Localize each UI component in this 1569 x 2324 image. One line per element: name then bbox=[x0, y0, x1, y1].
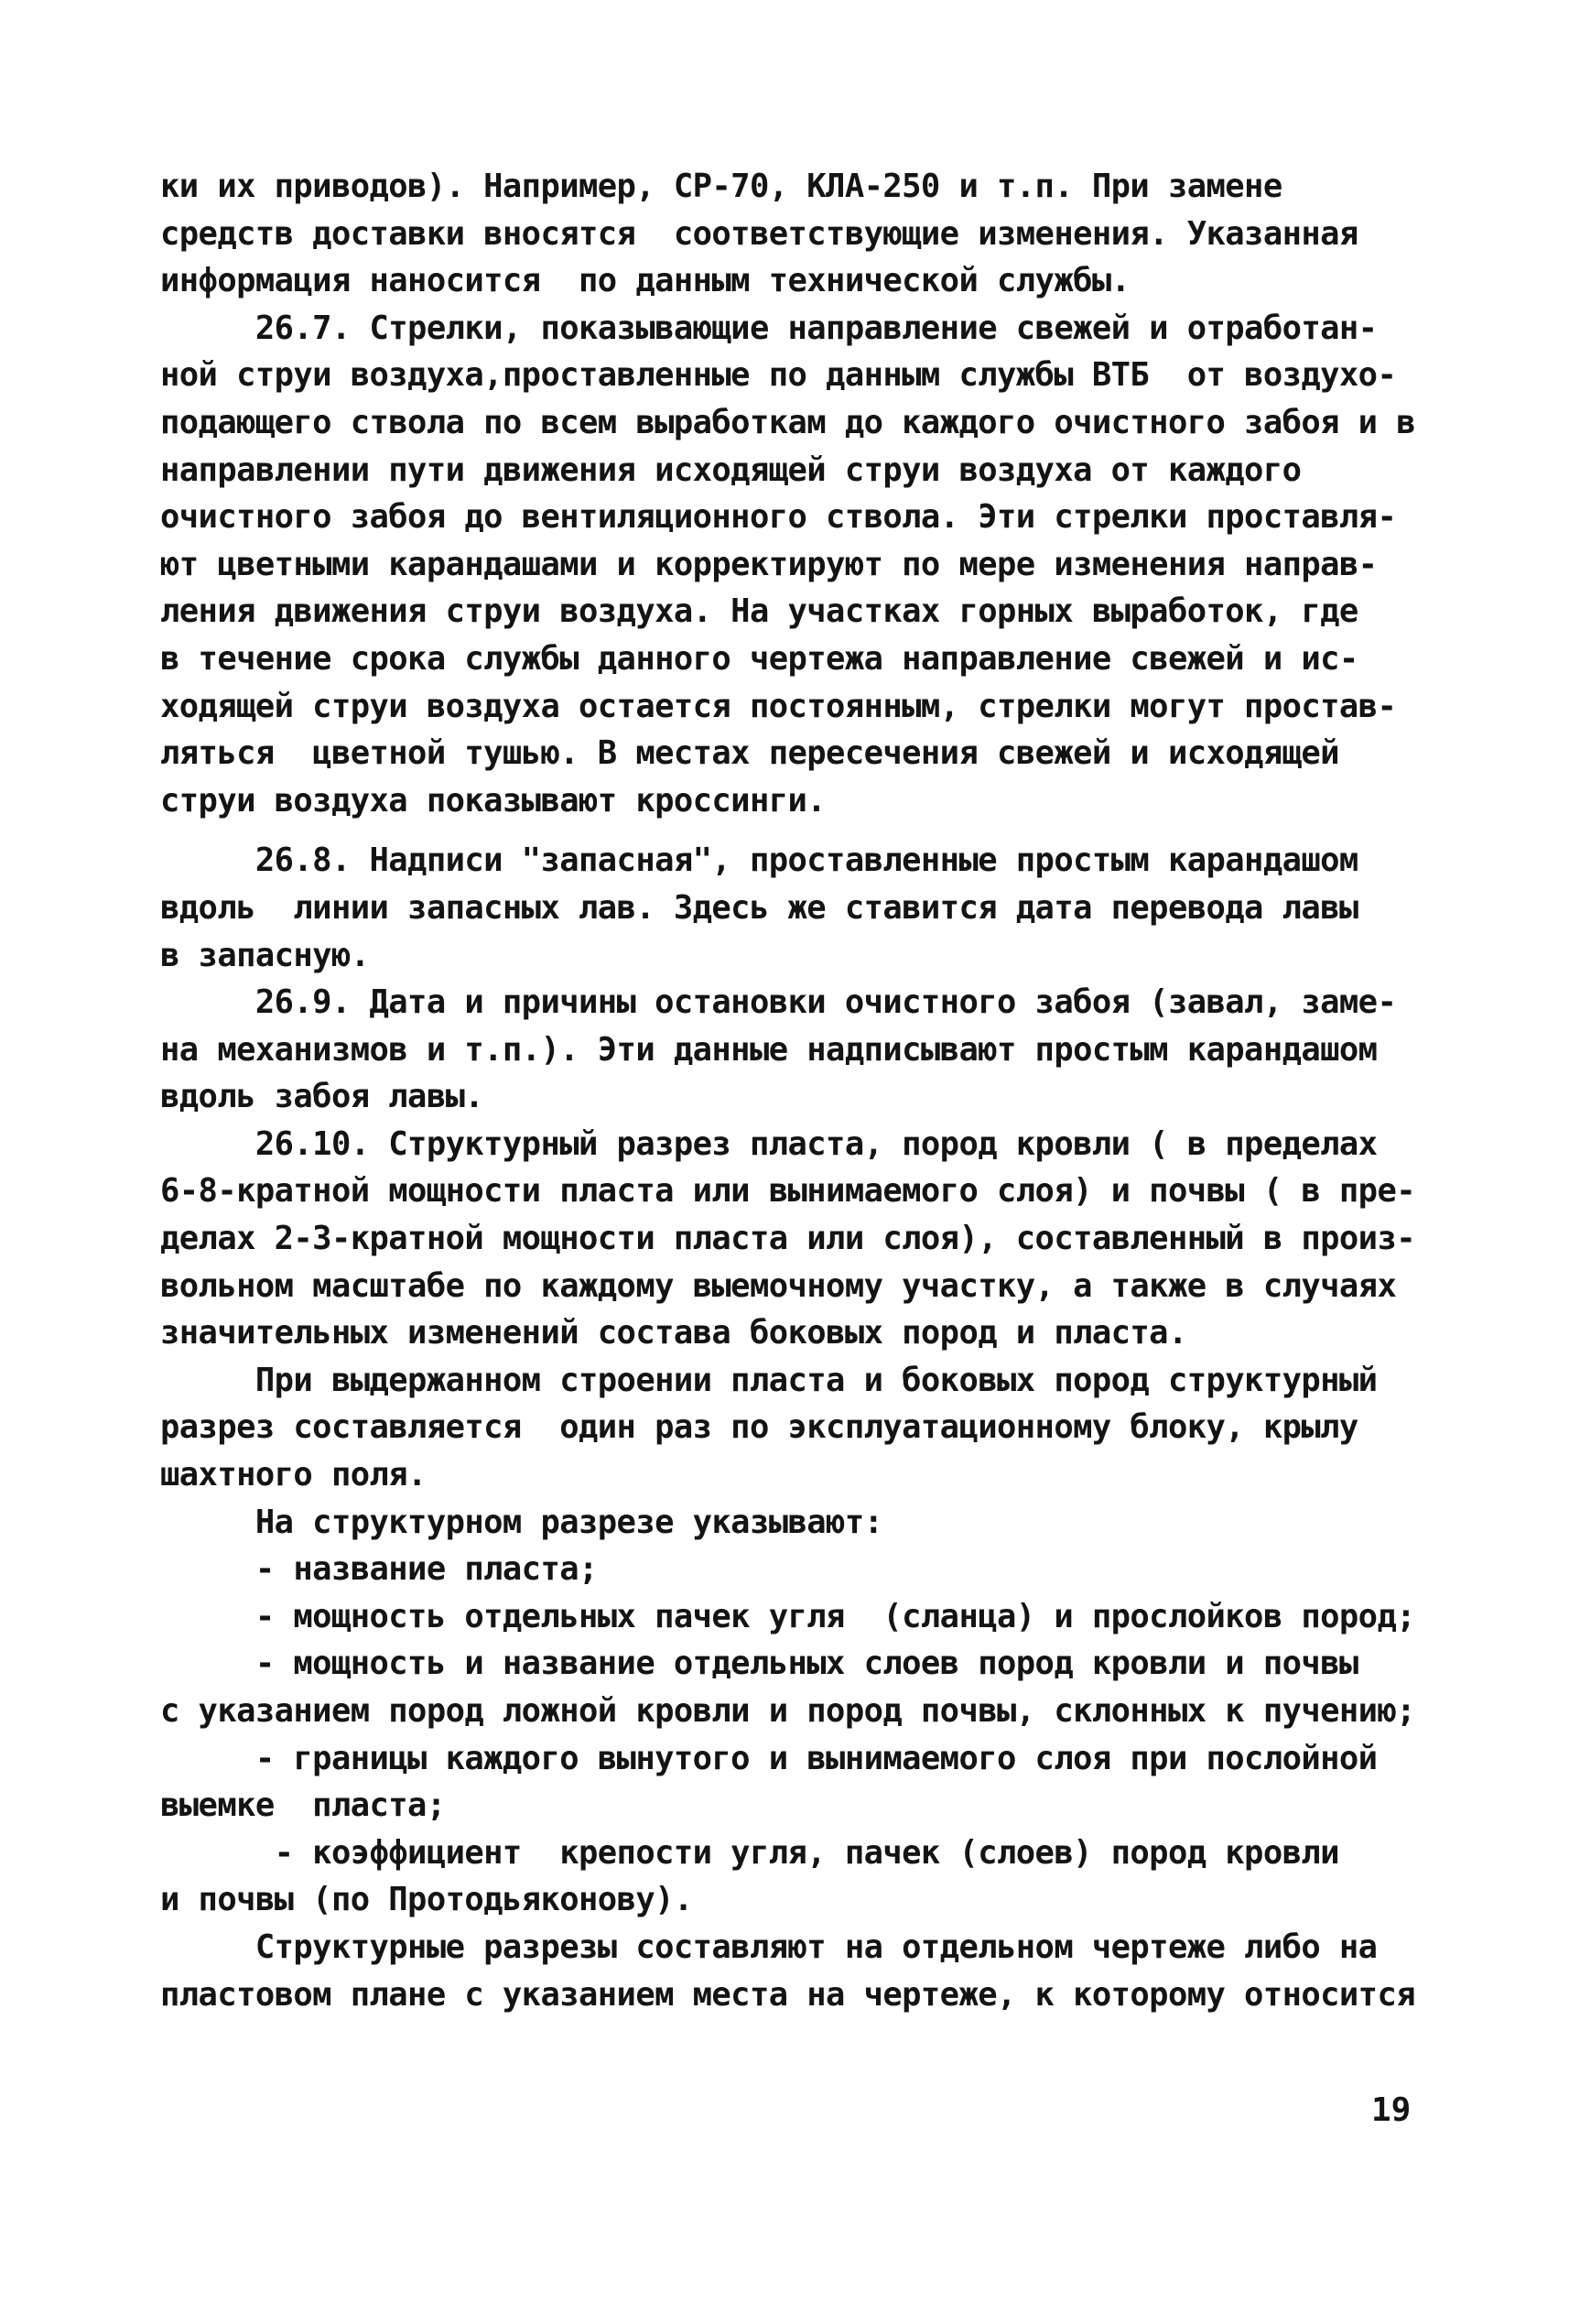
text-line: ляться цветной тушью. В местах пересечения свежей и исходящей bbox=[160, 734, 1339, 773]
text-line: Структурные разрезы составляют на отдельном чертеже либо на bbox=[160, 1928, 1378, 1966]
text-line: выемке пласта; bbox=[160, 1786, 446, 1825]
text-line: информация наносится по данным технической службы. bbox=[160, 262, 1131, 300]
text-line: подающего ствола по всем выработкам до каждого очистного забоя и в bbox=[160, 403, 1416, 441]
paragraph-gap bbox=[160, 824, 1469, 837]
text-line: струи воздуха показывают кроссинги. bbox=[160, 781, 827, 820]
text-line: очистного забоя до вентиляционного ствола. Эти стрелки проставля- bbox=[160, 498, 1397, 537]
text-line: вольном масштабе по каждому выемочному участку, а также в случаях bbox=[160, 1266, 1397, 1305]
text-line: - название пласта; bbox=[160, 1550, 598, 1589]
text-line: - коэффициент крепости угля, пачек (слоев) пород кровли bbox=[160, 1833, 1339, 1872]
text-line: ки их приводов). Например, СР-70, КЛА-250 и т.п. При замене bbox=[160, 168, 1282, 205]
body-text bbox=[160, 163, 1469, 2018]
text-line: ной струи воздуха,проставленные по данным службы ВТБ от воздухо- bbox=[160, 356, 1397, 395]
text-line: 26.9. Дата и причины остановки очистного забоя (завал, заме- bbox=[160, 983, 1397, 1022]
text-line: разрез составляется один раз по эксплуатационному блоку, крылу bbox=[160, 1408, 1358, 1447]
text-line: вдоль забоя лавы. bbox=[160, 1078, 484, 1116]
page-number: 19 bbox=[1371, 2091, 1412, 2129]
text-line: - мощность отдельных пачек угля (сланца) и прослойков пород; bbox=[160, 1597, 1416, 1635]
text-line: в течение срока службы данного чертежа направление свежей и ис- bbox=[160, 639, 1358, 678]
text-line: вдоль линии запасных лав. Здесь же ставится дата перевода лавы bbox=[160, 888, 1358, 927]
text-line: 26.8. Надписи "запасная", проставленные простым карандашом bbox=[160, 842, 1358, 880]
text-line: направлении пути движения исходящей струи воздуха от каждого bbox=[160, 451, 1302, 489]
text-line: 26.7. Стрелки, показывающие направление свежей и отработан- bbox=[160, 309, 1378, 347]
text-line: При выдержанном строении пласта и боковых пород структурный bbox=[160, 1361, 1378, 1399]
text-line: значительных изменений состава боковых пород и пласта. bbox=[160, 1314, 1187, 1352]
text-line: с указанием пород ложной кровли и пород почвы, склонных к пучению; bbox=[160, 1692, 1416, 1730]
text-line: пластовом плане с указанием места на чертеже, к которому относится bbox=[160, 1975, 1416, 2014]
text-line: делах 2-3-кратной мощности пласта или слоя), составленный в произ- bbox=[160, 1220, 1416, 1258]
text-line: ления движения струи воздуха. На участках горных выработок, где bbox=[160, 592, 1358, 631]
text-line: 26.10. Структурный разрез пласта, пород кровли ( в пределах bbox=[160, 1124, 1378, 1163]
text-line: На структурном разрезе указывают: bbox=[160, 1503, 883, 1541]
text-line: и почвы (по Протодьяконову). bbox=[160, 1881, 693, 1919]
text-line: шахтного поля. bbox=[160, 1456, 427, 1494]
text-line: ют цветными карандашами и корректируют по мере изменения направ- bbox=[160, 545, 1378, 583]
text-line: ходящей струи воздуха остается постоянным, стрелки могут простав- bbox=[160, 687, 1397, 725]
text-line: на механизмов и т.п.). Эти данные надписывают простым карандашом bbox=[160, 1030, 1378, 1069]
text-line: 6-8-кратной мощности пласта или вынимаемого слоя) и почвы ( в пре- bbox=[160, 1172, 1416, 1211]
text-line: - границы каждого вынутого и вынимаемого слоя при послойной bbox=[160, 1739, 1378, 1777]
text-line: - мощность и название отдельных слоев пород кровли и почвы bbox=[160, 1645, 1358, 1683]
text-line: в запасную. bbox=[160, 936, 370, 974]
text-line: средств доставки вносятся соответствующие изменения. Указанная bbox=[160, 214, 1358, 253]
